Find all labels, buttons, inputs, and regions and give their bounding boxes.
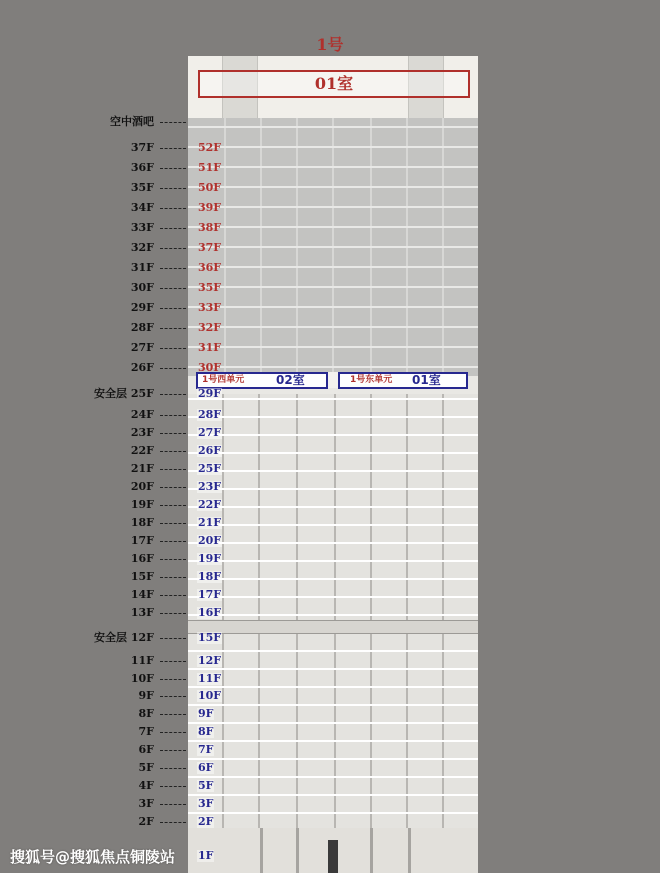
unit-floor-number: 18F (198, 570, 222, 583)
unit-floor-number: 20F (198, 534, 222, 547)
balcony-slab (188, 542, 478, 544)
floor-label: 23F (130, 426, 154, 439)
floor-leader-line (160, 208, 186, 209)
unit-floor-number: 36F (198, 261, 222, 274)
unit-floor-number: 3F (198, 797, 214, 810)
floor-label: 5F (138, 761, 154, 774)
unit-floor-number: 31F (198, 341, 222, 354)
floor-leader-line (160, 368, 186, 369)
floor-label: 29F (130, 301, 154, 314)
unit-floor-number: 22F (198, 498, 222, 511)
base-column (296, 828, 299, 873)
floor-label: 20F (130, 480, 154, 493)
floor-leader-line (160, 577, 186, 578)
floor-leader-line (160, 523, 186, 524)
unit-floor-number: 8F (198, 725, 214, 738)
floor-slab (188, 146, 478, 148)
floor-label: 安全层 25F (94, 387, 154, 400)
floor-leader-line (160, 822, 186, 823)
floor-leader-line (160, 487, 186, 488)
floor-leader-line (160, 661, 186, 662)
balcony-slab (188, 398, 478, 400)
floor-leader-line (160, 288, 186, 289)
floor-leader-line (160, 804, 186, 805)
floor-leader-line (160, 248, 186, 249)
balcony-slab (188, 560, 478, 562)
unit-floor-number: 51F (198, 161, 222, 174)
facade-mullion (296, 394, 298, 828)
floor-label: 11F (130, 654, 154, 667)
floor-leader-line (160, 451, 186, 452)
floor-leader-line (160, 679, 186, 680)
floor-label: 31F (130, 261, 154, 274)
floor-slab (188, 306, 478, 308)
floor-leader-line (160, 469, 186, 470)
unit-floor-number: 1F (198, 849, 214, 862)
floor-label: 8F (138, 707, 154, 720)
balcony-slab (188, 812, 478, 814)
top-room-label: 01室 (198, 70, 470, 98)
floor-label: 37F (130, 141, 154, 154)
facade-mullion (406, 394, 408, 828)
unit-floor-number: 6F (198, 761, 214, 774)
floor-label: 27F (130, 341, 154, 354)
balcony-slab (188, 686, 478, 688)
west-unit-tag: 1号西单元 (202, 375, 245, 385)
balcony-slab (188, 668, 478, 670)
floor-label: 26F (130, 361, 154, 374)
unit-floor-number: 9F (198, 707, 214, 720)
floor-label: 32F (130, 241, 154, 254)
unit-floor-number: 30F (198, 361, 222, 374)
floor-leader-line (160, 595, 186, 596)
unit-floor-number: 2F (198, 815, 214, 828)
floor-leader-line (160, 559, 186, 560)
floor-label: 19F (130, 498, 154, 511)
unit-floor-number: 11F (198, 672, 222, 685)
floor-label: 10F (130, 672, 154, 685)
east-unit-room: 01室 (412, 373, 441, 387)
balcony-slab (188, 578, 478, 580)
unit-floor-number: 37F (198, 241, 222, 254)
facade-mullion (222, 394, 224, 828)
balcony-slab (188, 722, 478, 724)
balcony-slab (188, 740, 478, 742)
floor-label: 3F (138, 797, 154, 810)
unit-floor-number: 10F (198, 689, 222, 702)
floor-leader-line (160, 750, 186, 751)
floor-leader-line (160, 541, 186, 542)
floor-label: 28F (130, 321, 154, 334)
balcony-slab (188, 470, 478, 472)
floor-label: 14F (130, 588, 154, 601)
floor-label: 33F (130, 221, 154, 234)
facade-mullion (258, 394, 260, 828)
balcony-slab (188, 416, 478, 418)
tower-base (188, 828, 478, 873)
balcony-slab (188, 506, 478, 508)
floor-label: 2F (138, 815, 154, 828)
unit-floor-number: 26F (198, 444, 222, 457)
building-title: 1号 (316, 35, 344, 54)
floor-label: 9F (138, 689, 154, 702)
upper-facade (188, 118, 478, 376)
floor-label: 空中酒吧 (110, 115, 154, 128)
floor-slab (188, 126, 478, 128)
unit-floor-number: 35F (198, 281, 222, 294)
balcony-slab (188, 758, 478, 760)
floor-leader-line (160, 168, 186, 169)
floor-leader-line (160, 613, 186, 614)
floor-slab (188, 166, 478, 168)
floor-slab (188, 286, 478, 288)
floor-leader-line (160, 415, 186, 416)
floor-slab (188, 326, 478, 328)
balcony-slab (188, 524, 478, 526)
floor-label: 35F (130, 181, 154, 194)
unit-floor-number: 21F (198, 516, 222, 529)
tower-facade (188, 56, 478, 873)
floor-leader-line (160, 696, 186, 697)
unit-floor-number: 33F (198, 301, 222, 314)
unit-floor-number: 28F (198, 408, 222, 421)
floor-slab (188, 246, 478, 248)
refuge-floor-band (188, 620, 478, 634)
east-unit-label (338, 372, 468, 389)
floor-label: 15F (130, 570, 154, 583)
floor-label: 17F (130, 534, 154, 547)
base-column (370, 828, 373, 873)
unit-floor-number: 23F (198, 480, 222, 493)
floor-leader-line (160, 228, 186, 229)
balcony-slab (188, 794, 478, 796)
floor-leader-line (160, 348, 186, 349)
watermark: 搜狐号@搜狐焦点铜陵站 (10, 848, 176, 866)
floor-label: 24F (130, 408, 154, 421)
floor-leader-line (160, 188, 186, 189)
floor-label: 6F (138, 743, 154, 756)
floor-slab (188, 346, 478, 348)
unit-floor-number: 38F (198, 221, 222, 234)
floor-label: 36F (130, 161, 154, 174)
tower-crown (188, 56, 478, 118)
facade-mullion (370, 394, 372, 828)
base-column (408, 828, 411, 873)
lower-facade (188, 394, 478, 828)
floor-label: 16F (130, 552, 154, 565)
balcony-slab (188, 434, 478, 436)
balcony-slab (188, 614, 478, 616)
floor-leader-line (160, 433, 186, 434)
unit-floor-number: 15F (198, 631, 222, 644)
unit-floor-number: 39F (198, 201, 222, 214)
floor-slab (188, 266, 478, 268)
balcony-slab (188, 488, 478, 490)
floor-leader-line (160, 505, 186, 506)
floor-label: 13F (130, 606, 154, 619)
floor-slab (188, 226, 478, 228)
facade-mullion (442, 394, 444, 828)
unit-floor-number: 29F (198, 387, 222, 400)
facade-mullion (334, 394, 336, 828)
unit-floor-number: 27F (198, 426, 222, 439)
floor-slab (188, 206, 478, 208)
floor-leader-line (160, 638, 186, 639)
floor-leader-line (160, 768, 186, 769)
floor-leader-line (160, 394, 186, 395)
unit-floor-number: 16F (198, 606, 222, 619)
unit-floor-number: 7F (198, 743, 214, 756)
floor-label: 7F (138, 725, 154, 738)
west-unit-room: 02室 (276, 373, 305, 387)
unit-floor-number: 19F (198, 552, 222, 565)
floor-leader-line (160, 122, 186, 123)
floor-label: 18F (130, 516, 154, 529)
unit-floor-number: 52F (198, 141, 222, 154)
unit-floor-number: 5F (198, 779, 214, 792)
floor-leader-line (160, 732, 186, 733)
balcony-slab (188, 452, 478, 454)
base-column (260, 828, 263, 873)
floor-leader-line (160, 328, 186, 329)
unit-floor-number: 50F (198, 181, 222, 194)
entrance-door (328, 840, 338, 873)
east-unit-tag: 1号东单元 (350, 375, 393, 385)
unit-floor-number: 17F (198, 588, 222, 601)
floor-slab (188, 186, 478, 188)
floor-leader-line (160, 714, 186, 715)
floor-leader-line (160, 148, 186, 149)
balcony-slab (188, 704, 478, 706)
floor-label: 4F (138, 779, 154, 792)
balcony-slab (188, 596, 478, 598)
floor-leader-line (160, 308, 186, 309)
floor-leader-line (160, 786, 186, 787)
floor-label: 安全层 12F (94, 631, 154, 644)
floor-label: 34F (130, 201, 154, 214)
floor-leader-line (160, 268, 186, 269)
floor-label: 22F (130, 444, 154, 457)
floor-label: 30F (130, 281, 154, 294)
balcony-slab (188, 650, 478, 652)
unit-floor-number: 12F (198, 654, 222, 667)
floor-slab (188, 366, 478, 368)
unit-floor-number: 32F (198, 321, 222, 334)
unit-floor-number: 25F (198, 462, 222, 475)
floor-label: 21F (130, 462, 154, 475)
balcony-slab (188, 776, 478, 778)
